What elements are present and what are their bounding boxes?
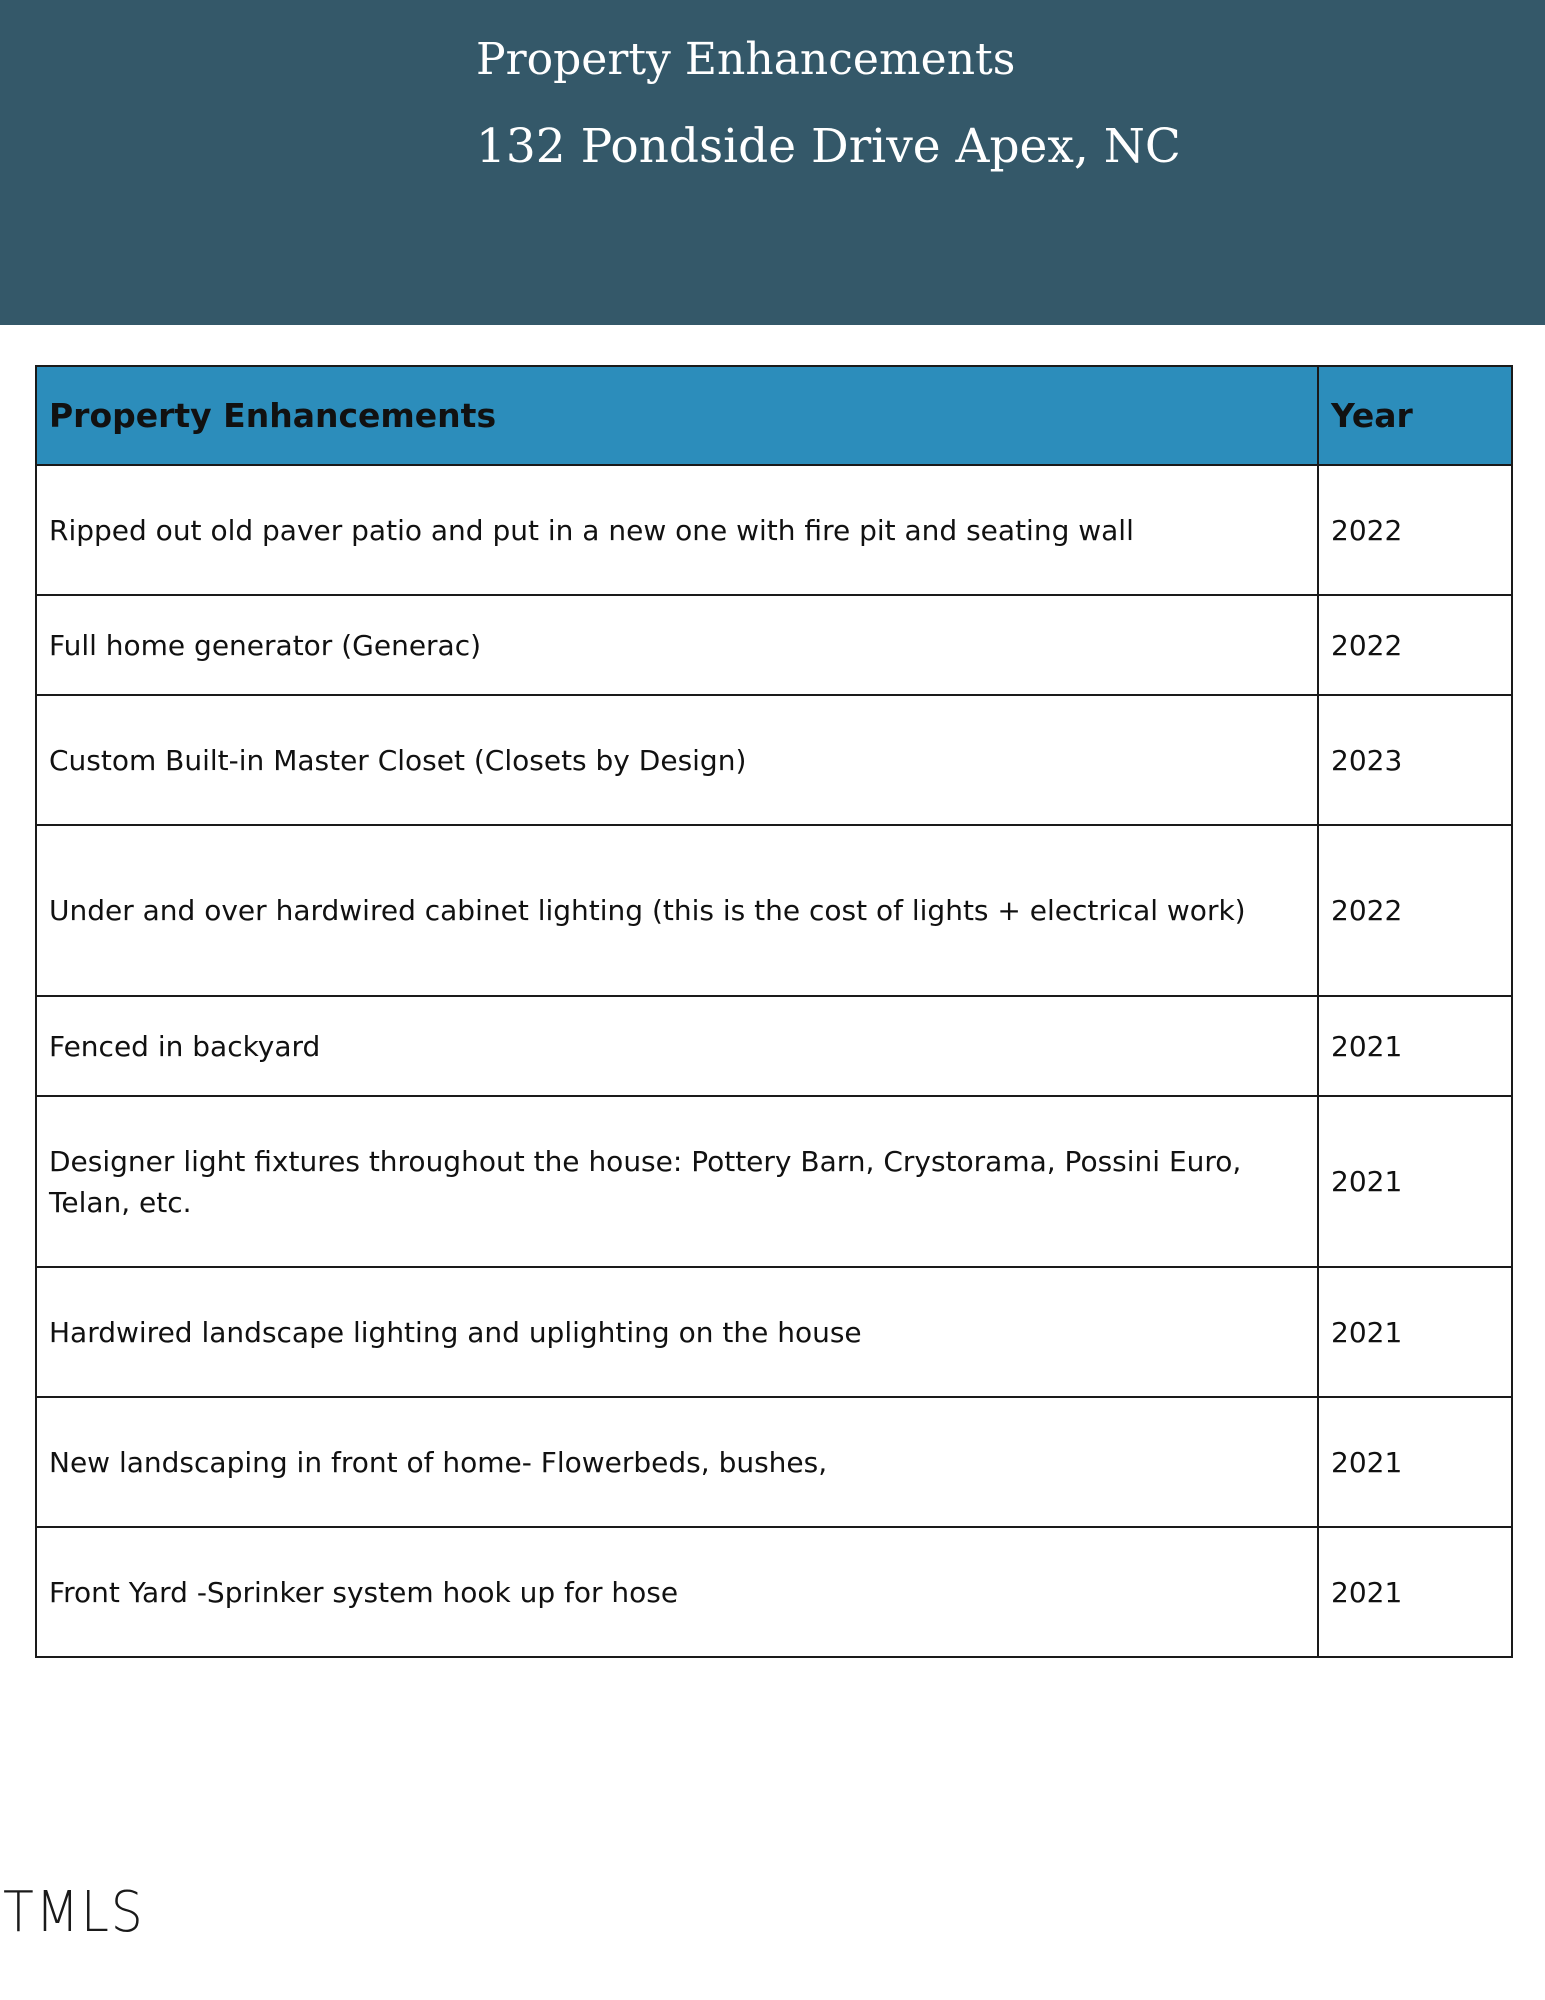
column-header-enhancement: Property Enhancements — [36, 366, 1318, 465]
table-row — [36, 1096, 1512, 1267]
table-row — [36, 595, 1512, 695]
table-header-row — [36, 366, 1512, 465]
year-cell: 2021 — [1318, 1527, 1512, 1657]
year-cell: 2021 — [1318, 1096, 1512, 1267]
page-title: Property Enhancements — [476, 34, 1016, 85]
enhancement-cell: Hardwired landscape lighting and uplighting on the house — [36, 1267, 1318, 1397]
year-cell: 2021 — [1318, 1267, 1512, 1397]
year-cell: 2023 — [1318, 695, 1512, 825]
table-row — [36, 1527, 1512, 1657]
enhancement-cell: Front Yard -Sprinker system hook up for hose — [36, 1527, 1318, 1657]
enhancement-cell: Custom Built-in Master Closet (Closets by Design) — [36, 695, 1318, 825]
table-row — [36, 1267, 1512, 1397]
enhancement-cell: Ripped out old paver patio and put in a new one with fire pit and seating wall — [36, 465, 1318, 595]
table-row — [36, 1397, 1512, 1527]
year-cell: 2021 — [1318, 996, 1512, 1096]
table-row — [36, 825, 1512, 996]
enhancement-cell: Full home generator (Generac) — [36, 595, 1318, 695]
table-row — [36, 695, 1512, 825]
table-row — [36, 465, 1512, 595]
column-header-year: Year — [1318, 366, 1512, 465]
enhancement-cell: Fenced in backyard — [36, 996, 1318, 1096]
enhancement-cell: New landscaping in front of home- Flowerbeds, bushes, — [36, 1397, 1318, 1527]
enhancement-cell: Under and over hardwired cabinet lighting (this is the cost of lights + electrical work) — [36, 825, 1318, 996]
enhancements-table — [35, 365, 1513, 1658]
tmls-logo: TMLS — [3, 1880, 145, 1945]
property-address: 132 Pondside Drive Apex, NC — [476, 119, 1181, 174]
header-band — [0, 0, 1545, 325]
enhancement-cell: Designer light fixtures throughout the house: Pottery Barn, Crystorama, Possini Euro, Telan, etc. — [36, 1096, 1318, 1267]
year-cell: 2022 — [1318, 825, 1512, 996]
year-cell: 2021 — [1318, 1397, 1512, 1527]
table-row — [36, 996, 1512, 1096]
year-cell: 2022 — [1318, 465, 1512, 595]
year-cell: 2022 — [1318, 595, 1512, 695]
